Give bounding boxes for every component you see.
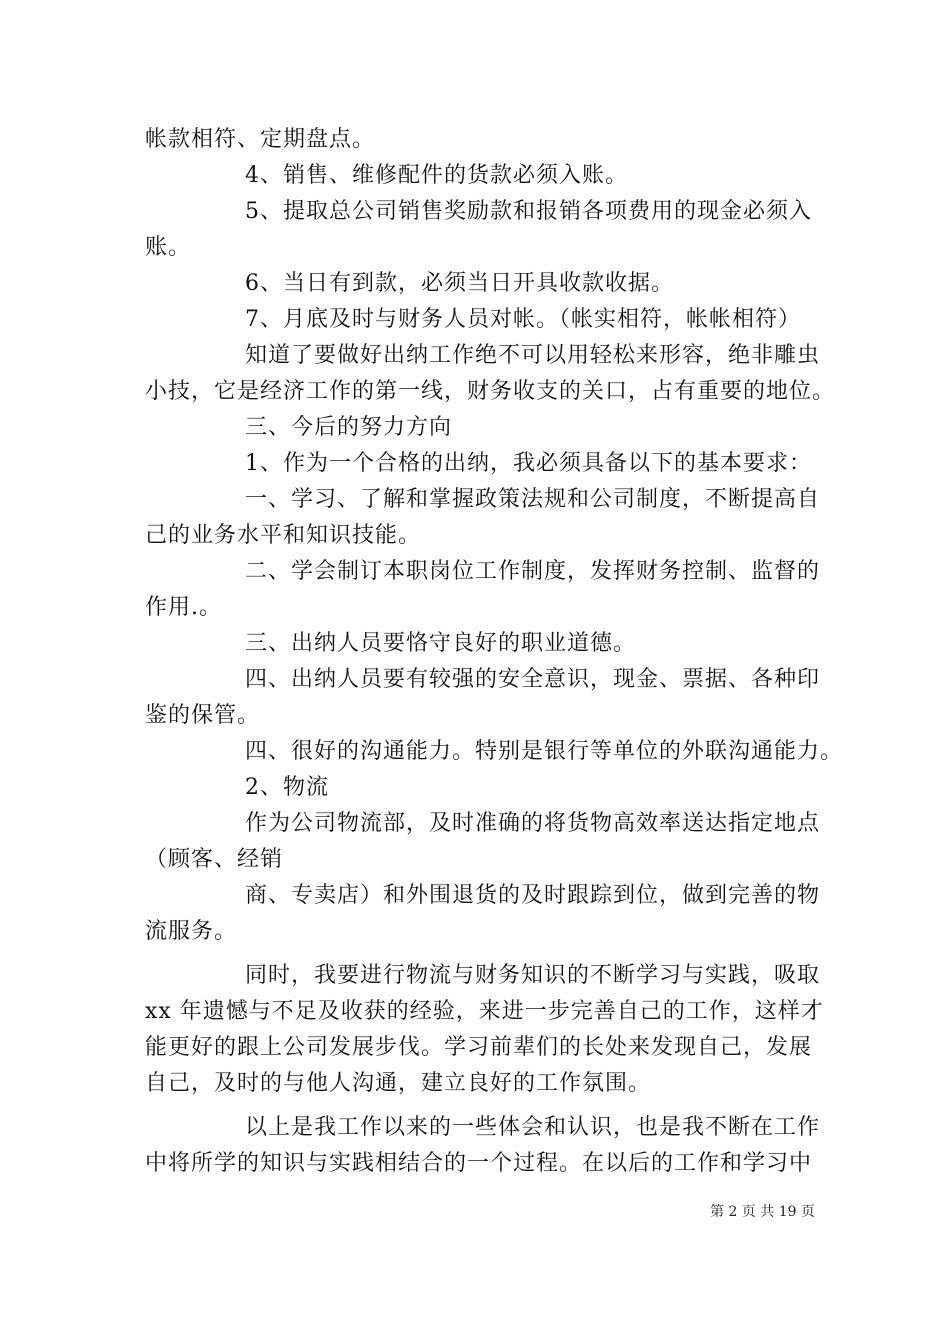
page-number-footer: 第 2 页 共 19 页 [710,1204,815,1220]
paragraph-line-16: 四、出纳人员要有较强的安全意识，现金、票据、各种印 [245,667,821,692]
paragraph-line-13: 二、学会制订本职岗位工作制度，发挥财务控制、监督的 [245,559,821,584]
paragraph-line-5: 6、当日有到款，必须当日开具收款收据。 [245,271,674,296]
paragraph-line-2: 4、销售、维修配件的货款必须入账。 [245,163,628,188]
paragraph-line-11: 一、学习、了解和掌握政策法规和公司制度，不断提高自 [245,487,821,512]
paragraph-line-22: 商、专卖店）和外围退货的及时跟踪到位，做到完善的物 [245,883,821,908]
paragraph-line-28: 以上是我工作以来的一些体会和认识，也是我不断在工作 [245,1115,821,1140]
paragraph-line-17: 鉴的保管。 [145,703,261,728]
paragraph-line-21: （顾客、经销 [145,847,284,872]
paragraph-line-18: 四、很好的沟通能力。特别是银行等单位的外联沟通能力。 [245,739,844,764]
paragraph-line-24: 同时，我要进行物流与财务知识的不断学习与实践，吸取 [245,963,821,988]
paragraph-line-7: 知道了要做好出纳工作绝不可以用轻松来形容，绝非雕虫 [245,343,821,368]
paragraph-line-27: 自己，及时的与他人沟通，建立良好的工作氛围。 [145,1071,652,1096]
paragraph-line-29: 中将所学的知识与实践相结合的一个过程。在以后的工作和学习中 [145,1151,813,1176]
paragraph-line-14: 作用.。 [145,595,222,620]
paragraph-line-12: 己的业务水平和知识技能。 [145,523,422,548]
paragraph-line-15: 三、出纳人员要恪守良好的职业道德。 [245,631,637,656]
paragraph-line-23: 流服务。 [145,919,238,944]
paragraph-line-1: 帐款相符、定期盘点。 [145,127,376,152]
section-heading: 三、今后的努力方向 [245,415,453,440]
paragraph-line-3: 5、提取总公司销售奖励款和报销各项费用的现金必须入 [245,199,812,224]
paragraph-line-4: 账。 [145,235,192,260]
paragraph-line-26: 能更好的跟上公司发展步伐。学习前辈们的长处来发现自己，发展 [145,1035,813,1060]
paragraph-line-19: 2、物流 [245,775,329,800]
paragraph-line-10: 1、作为一个合格的出纳，我必须具备以下的基本要求： [245,451,812,476]
paragraph-line-6: 7、月底及时与财务人员对帐。（帐实相符，帐帐相符） [245,307,801,332]
paragraph-line-8: 小技，它是经济工作的第一线，财务收支的关口，占有重要的地位。 [145,379,836,404]
paragraph-line-20: 作为公司物流部，及时准确的将货物高效率送达指定地点 [245,811,821,836]
paragraph-line-25: xx 年遗憾与不足及收获的经验，来进一步完善自己的工作，这样才 [145,999,824,1024]
